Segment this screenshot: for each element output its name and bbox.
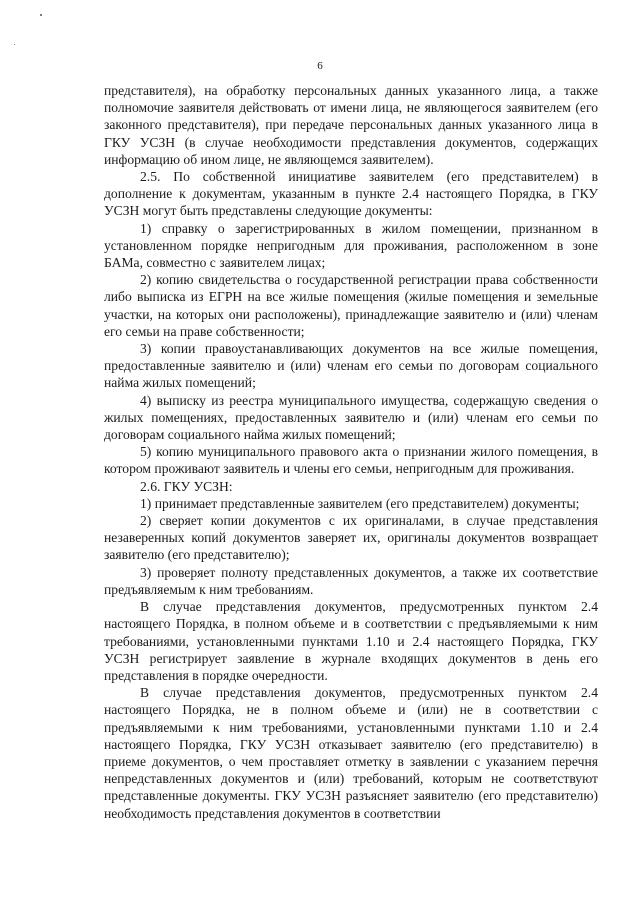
list-item-4: 4) выписку из реестра муниципального имущества, содержащую сведения о жилых помещениях, предоставленных заявителю и (или) членам его семьи по договорам социального найма жилых помещений; xyxy=(104,392,598,443)
paragraph-2-5: 2.5. По собственной инициативе заявителем (его представителем) в дополнение к документам, указанным в пункте 2.4 настоящего Порядка, в ГКУ УСЗН могут быть представлены следующие документы: xyxy=(104,169,598,219)
paragraph-continuation: представителя), на обработку персональных данных указанного лица, а также полномочие заявителя действовать от имени лица, не являющегося заявителем (его законного представителя), при передаче персональных данных указанного лица в ГКУ УСЗН (в случае необходимости представления документов, содержащих информацию об ином лице, не являющемся заявителем). xyxy=(104,83,598,167)
paragraph-2-6: 2.6. ГКУ УСЗН: xyxy=(140,478,233,494)
list-item-3: 3) копии правоустанавливающих документов на все жилые помещения, предоставленные заявителю и (или) членам его семьи по договорам социального найма жилых помещений; xyxy=(104,341,598,391)
document-body xyxy=(104,82,598,822)
list-item-checks: 3) проверяет полноту представленных документов, а также их соответствие предъявляемым к ним требованиям. xyxy=(104,564,598,597)
page-number: 6 xyxy=(317,60,323,72)
paragraph-incomplete-submission: В случае представления документов, предусмотренных пунктом 2.4 настоящего Порядка, не в полном объеме и (или) не в соответствии с предъявляемыми к ним требованиями, установленными пунктами 1.10 и 2.4 настоящего Порядка, ГКУ УСЗН отказывает заявителю (его представителю) в приеме документов, о чем проставляет отметку в заявлении с указанием перечня непредставленных документов и (или) требований, которым не соответствуют представленные документы. ГКУ УСЗН разъясняет заявителю (его представителю) необходимость представления документов в соответствии xyxy=(104,685,598,821)
scan-speck xyxy=(40,14,42,16)
list-item-5: 5) копию муниципального правового акта о признании жилого помещения, в котором проживают заявитель и члены его семьи, непригодным для проживания. xyxy=(104,444,598,477)
scan-speck xyxy=(14,44,15,45)
list-item-accepts: 1) принимает представленные заявителем (его представителем) документы; xyxy=(140,495,580,511)
list-item-2: 2) копию свидетельства о государственной регистрации права собственности либо выписка из ЕГРН на все жилые помещения (жилые помещения и земельные участки, на которых они расположены), принадлежащие заявителю и (или) членам его семьи на праве собственности; xyxy=(104,272,598,339)
list-item-1: 1) справку о зарегистрированных в жилом помещении, признанном в установленном порядке непригодным для проживания, расположенном в зоне БАМа, совместно с заявителем лицах; xyxy=(104,220,598,271)
paragraph-full-submission: В случае представления документов, предусмотренных пунктом 2.4 настоящего Порядка, в полном объеме и в соответствии с предъявляемыми к ним требованиями, установленными пунктами 1.10 и 2.4 настоящего Порядка, ГКУ УСЗН регистрирует заявление в журнале входящих документов в день его представления в порядке очередности. xyxy=(104,599,598,683)
list-item-verifies: 2) сверяет копии документов с их оригиналами, в случае представления незаверенных копий документов заверяет их, оригиналы документов возвращает заявителю (его представителю); xyxy=(104,513,598,563)
